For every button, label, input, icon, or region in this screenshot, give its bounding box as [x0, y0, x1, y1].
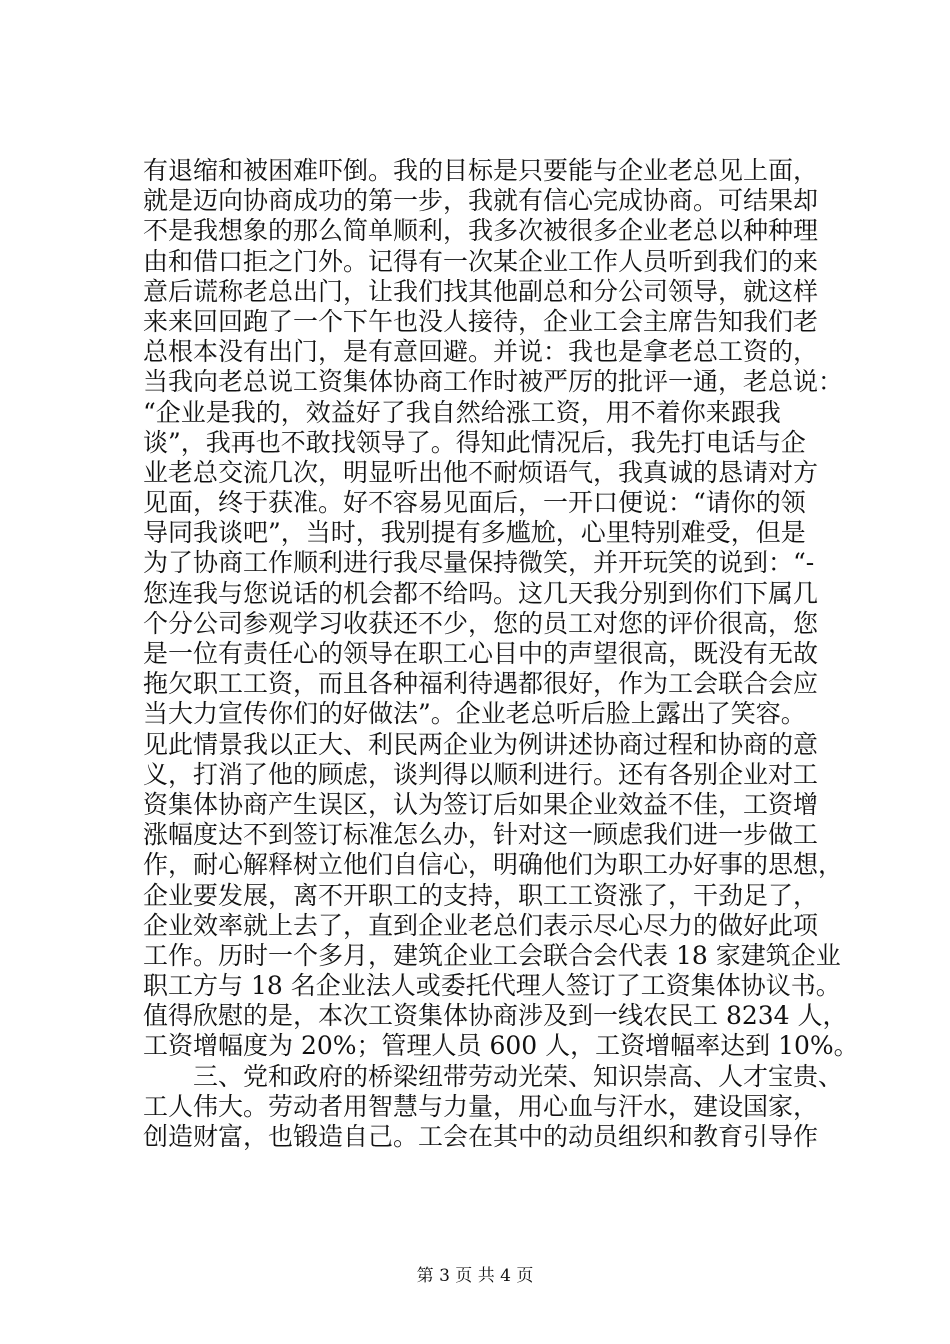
text-line: 创造财富，也锻造自己。工会在其中的动员组织和教育引导作: [143, 1122, 819, 1151]
text-line: 涨幅度达不到签订标准怎么办，针对这一顾虑我们进一步做工: [143, 820, 819, 850]
text-line: 义，打消了他的顾虑，谈判得以顺利进行。还有各别企业对工: [143, 759, 819, 789]
text-line: 当大力宣传你们的好做法”。企业老总听后脸上露出了笑容。: [143, 699, 806, 729]
text-line: 值得欣慰的是，本次工资集体协商涉及到一线农民工 8234 人，: [143, 1001, 848, 1031]
text-line: 拖欠职工工资，而且各种福利待遇都很好，作为工会联合会应: [143, 669, 819, 699]
text-line: 企业效率就上去了，直到企业老总们表示尽心尽力的做好此项: [143, 910, 819, 940]
text-line: 有退缩和被困难吓倒。我的目标是只要能与企业老总见上面，: [143, 156, 819, 185]
text-line: 导同我谈吧”，当时，我别提有多尴尬，心里特别难受，但是: [143, 518, 806, 548]
text-line: 就是迈向协商成功的第一步，我就有信心完成协商。可结果却: [143, 186, 819, 216]
text-line: 工人伟大。劳动者用智慧与力量，用心血与汗水，建设国家，: [143, 1091, 819, 1121]
text-line: 来来回回跑了一个下午也没人接待，企业工会主席告知我们老: [143, 306, 819, 336]
text-line: 见此情景我以正大、利民两企业为例讲述协商过程和协商的意: [143, 729, 819, 759]
text-line: 个分公司参观学习收获还不少，您的员工对您的评价很高，您: [143, 608, 819, 638]
body-text: [143, 156, 859, 1152]
text-line: 三、党和政府的桥梁纽带劳动光荣、知识崇高、人才宝贵、: [143, 1061, 844, 1091]
text-line: 意后谎称老总出门，让我们找其他副总和分公司领导，就这样: [143, 276, 819, 306]
text-line: 由和借口拒之门外。记得有一次某企业工作人员听到我们的来: [143, 246, 819, 276]
text-line: 作，耐心解释树立他们自信心，明确他们为职工办好事的思想，: [143, 850, 844, 880]
text-line: 您连我与您说话的机会都不给吗。这几天我分别到你们下属几: [143, 578, 819, 608]
text-line: 资集体协商产生误区，认为签订后如果企业效益不佳，工资增: [143, 789, 819, 819]
text-line: 总根本没有出门，是有意回避。并说：我也是拿老总工资的，: [143, 337, 819, 367]
text-line: 见面，终于获准。好不容易见面后，一开口便说：“请你的领: [143, 488, 806, 518]
text-line: 是一位有责任心的领导在职工心目中的声望很高，既没有无故: [143, 639, 819, 668]
text-line: 企业要发展，离不开职工的支持，职工工资涨了，干劲足了，: [143, 880, 819, 910]
text-line: 职工方与 18 名企业法人或委托代理人签订了工资集体协议书。: [143, 971, 841, 1001]
text-line: 业老总交流几次，明显听出他不耐烦语气，我真诚的恳请对方: [143, 457, 819, 487]
text-line: “企业是我的，效益好了我自然给涨工资，用不着你来跟我: [143, 397, 781, 427]
text-line: 当我向老总说工资集体协商工作时被严厉的批评一通，老总说：: [143, 367, 844, 397]
text-line: 不是我想象的那么简单顺利，我多次被很多企业老总以种种理: [143, 216, 819, 246]
text-line: 为了协商工作顺利进行我尽量保持微笑，并开玩笑的说到：“-: [143, 548, 815, 578]
page-footer: 第 3 页 共 4 页: [416, 1266, 534, 1286]
text-line: 工资增幅度为 20%；管理人员 600 人，工资增幅率达到 10%。: [143, 1031, 859, 1061]
text-line: 工作。历时一个多月，建筑企业工会联合会代表 18 家建筑企业: [143, 940, 841, 970]
text-line: 谈”，我再也不敢找领导了。得知此情况后，我先打电话与企: [143, 427, 806, 457]
